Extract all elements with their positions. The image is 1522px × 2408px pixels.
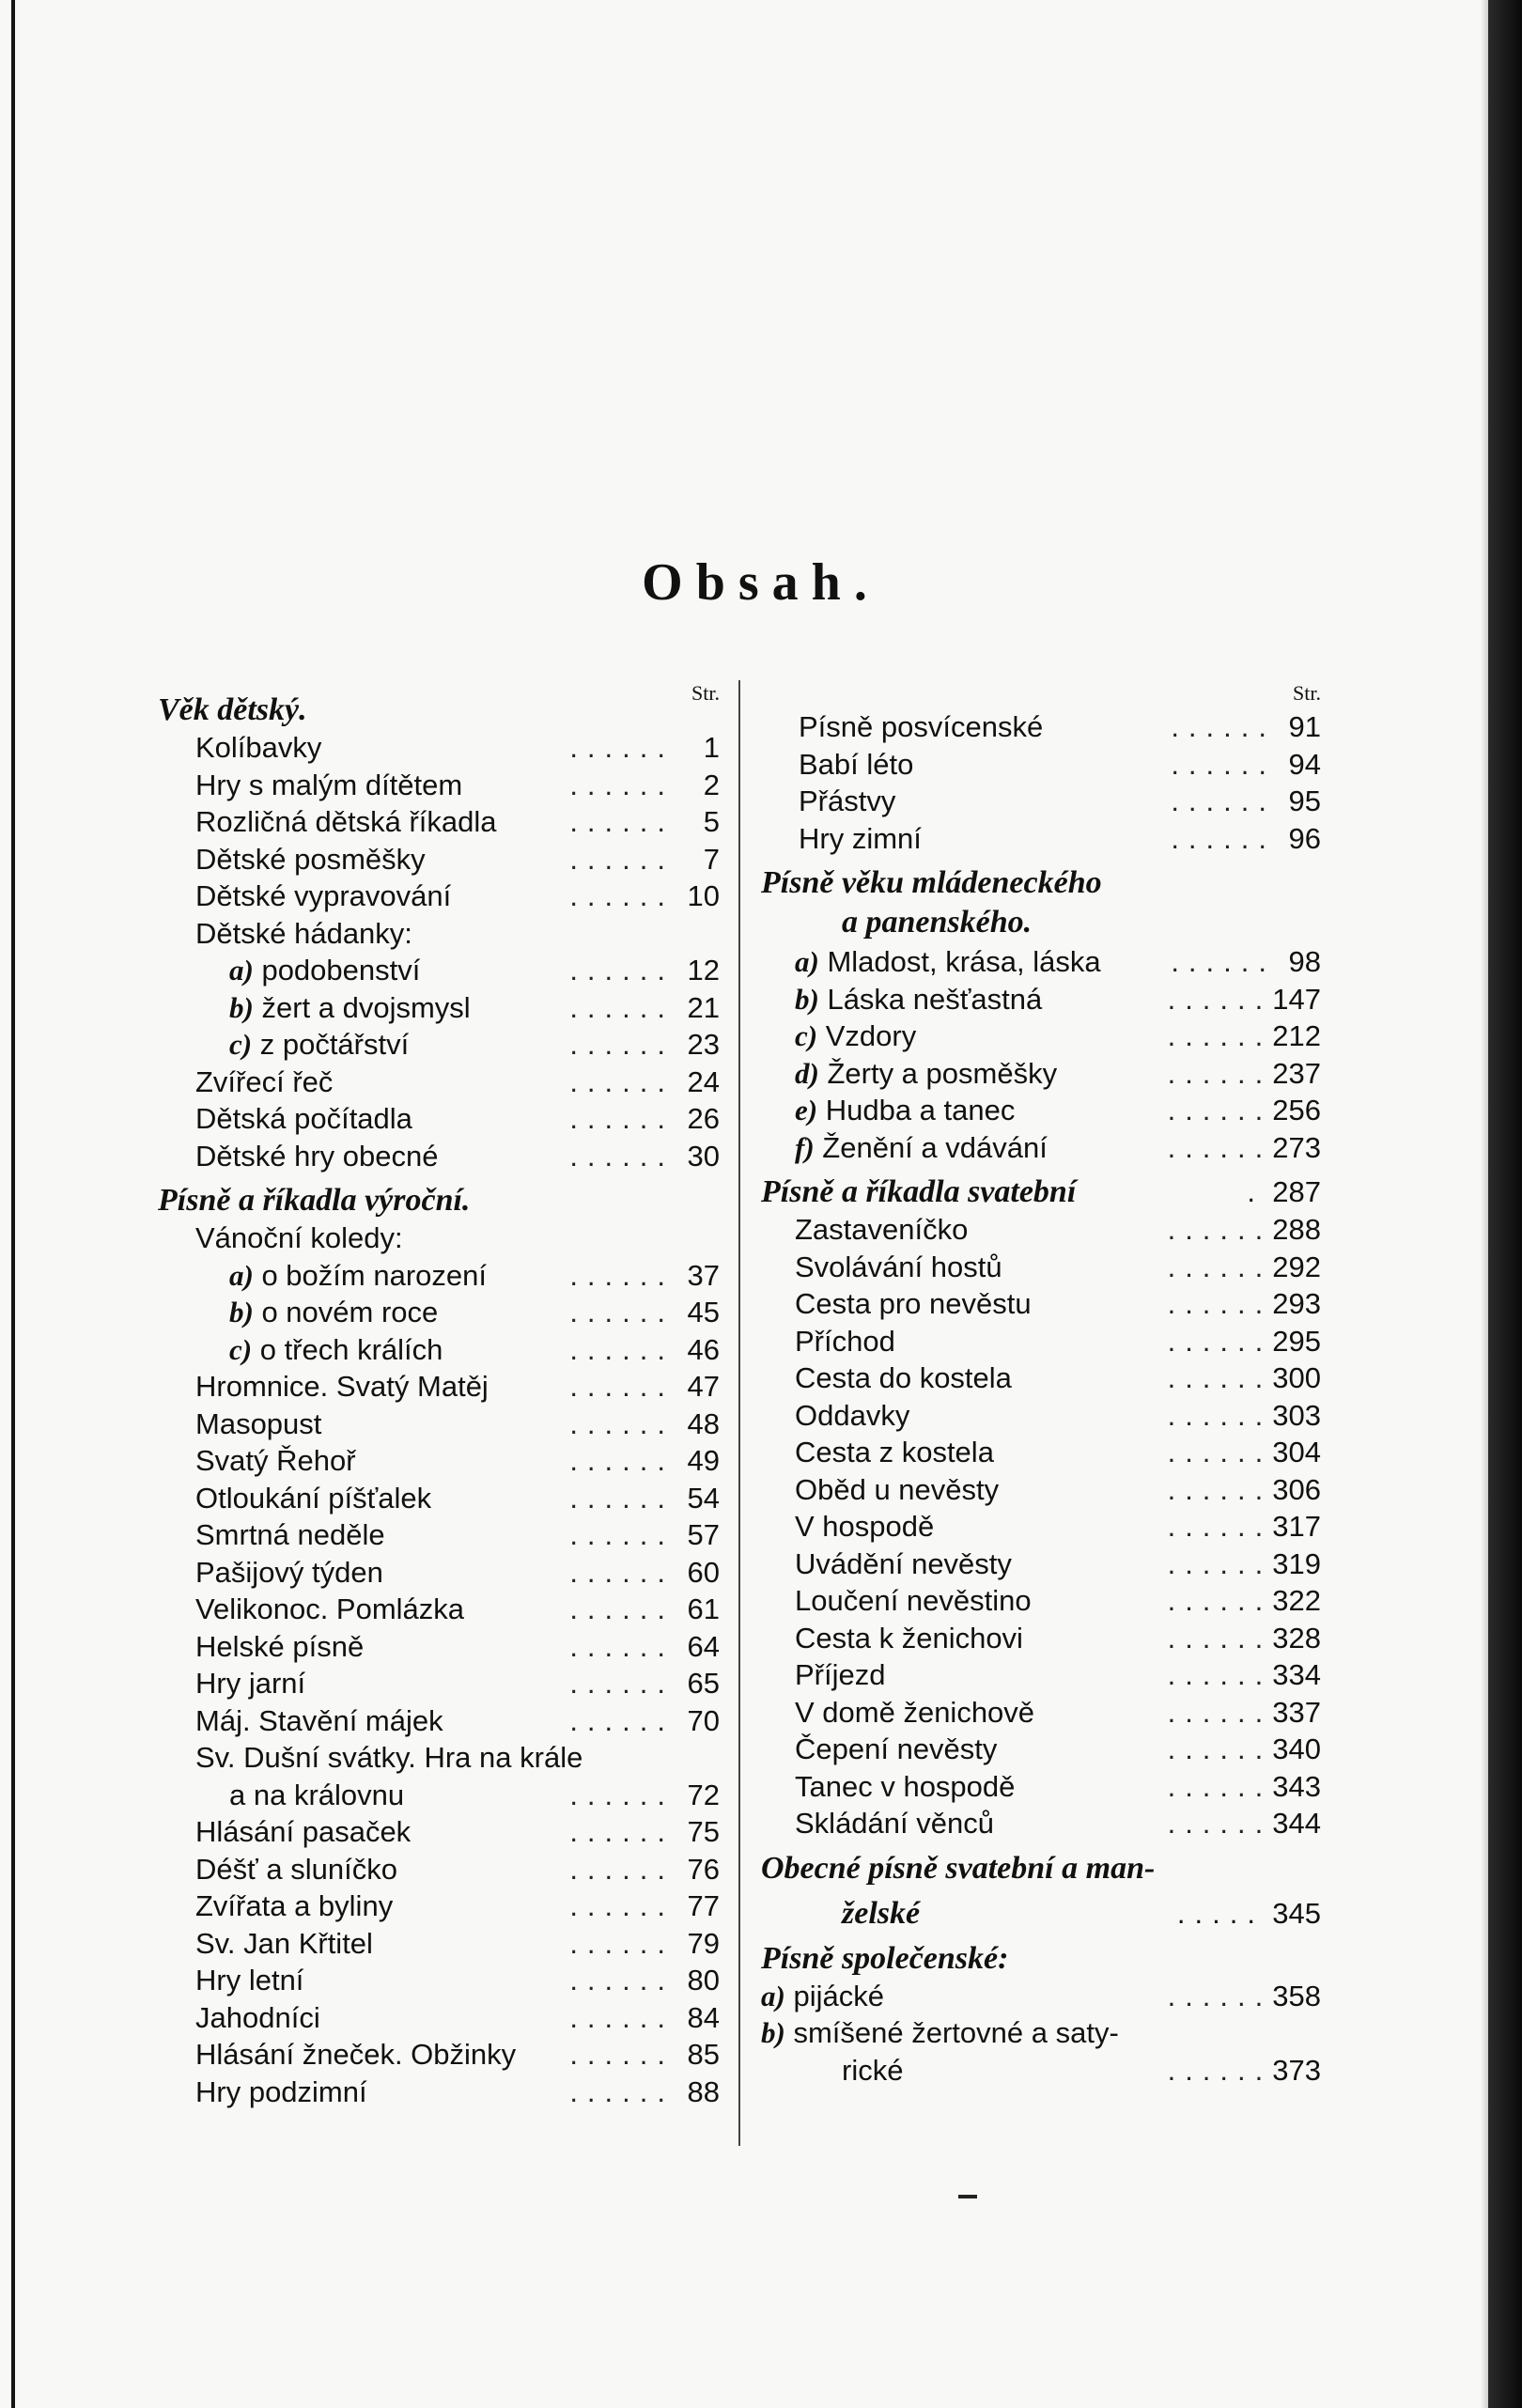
- toc-entry: Hry letní ...... 80: [195, 1964, 720, 1996]
- toc-entry: Svatý Řehoř ...... 49: [195, 1444, 720, 1477]
- toc-entry: c) o třech králích ...... 46: [229, 1332, 720, 1366]
- section-heading: Obecné písně svatební a man-: [761, 1850, 1156, 1886]
- page-left-edge: [11, 0, 15, 2408]
- toc-entry: Kolíbavky ...... 1: [195, 731, 720, 764]
- toc-entry: rické ...... 373: [842, 2053, 1321, 2087]
- toc-entry: Cesta z kostela ...... 304: [795, 1436, 1321, 1468]
- toc-entry: Hromnice. Svatý Matěj ...... 47: [195, 1370, 720, 1403]
- toc-entry: Masopust ...... 48: [195, 1406, 720, 1440]
- section-heading-continued: želské ..... 345: [842, 1895, 1321, 1931]
- toc-entry: Helské písně ...... 64: [195, 1629, 720, 1663]
- toc-entry: Dětské posměšky ...... 7: [195, 842, 720, 876]
- toc-entry: f) Ženění a vdávání ...... 273: [795, 1130, 1321, 1164]
- toc-entry: Písně posvícenské ...... 91: [799, 710, 1321, 743]
- toc-entry: Dětská počítadla ...... 26: [195, 1102, 720, 1135]
- toc-entry: V hospodě ...... 317: [795, 1510, 1321, 1543]
- toc-entry: Dětské hry obecné ...... 30: [195, 1139, 720, 1173]
- printer-mark: [958, 2195, 977, 2198]
- toc-entry: a) Mladost, krása, láska ...... 98: [795, 945, 1321, 978]
- toc-entry: Tanec v hospodě ...... 343: [795, 1769, 1321, 1803]
- str-label-left: Str.: [691, 681, 720, 705]
- toc-entry: Svolávání hostů ...... 292: [795, 1250, 1321, 1283]
- toc-entry: b) o novém roce ...... 45: [229, 1296, 720, 1328]
- toc-entry: Pašijový týden ...... 60: [195, 1555, 720, 1589]
- toc-right-column: [757, 678, 1321, 2089]
- toc-entry: b) smíšené žertovné a saty-: [761, 2016, 1119, 2049]
- toc-entry: Cesta do kostela ...... 300: [795, 1361, 1321, 1394]
- toc-entry: Smrtná neděle ...... 57: [195, 1518, 720, 1551]
- section-heading: Písně věku mládeneckého: [761, 865, 1102, 900]
- toc-entry: Cesta pro nevěstu ...... 293: [795, 1287, 1321, 1320]
- toc-entry: Velikonoc. Pomlázka ...... 61: [195, 1592, 720, 1625]
- toc-entry: Uvádění nevěsty ...... 319: [795, 1546, 1321, 1580]
- toc-entry: Rozličná dětská říkadla ...... 5: [195, 805, 720, 838]
- toc-entry-wrapped-line: Sv. Dušní svátky. Hra na krále: [195, 1741, 583, 1774]
- toc-entry: Babí léto ...... 94: [799, 747, 1321, 781]
- toc-entry: Máj. Stavění májek ...... 70: [195, 1703, 720, 1737]
- section-heading: Písně a říkadla výroční.: [158, 1183, 471, 1218]
- toc-entry: Sv. Jan Křtitel ...... 79: [195, 1926, 720, 1960]
- toc-entry: a na královnu ...... 72: [229, 1778, 720, 1811]
- toc-entry: Přástvy ...... 95: [799, 785, 1321, 817]
- toc-entry: Zvířecí řeč ...... 24: [195, 1064, 720, 1098]
- page-right-shadow: [1481, 0, 1488, 2408]
- toc-entry: Zastaveníčko ...... 288: [795, 1213, 1321, 1246]
- toc-entry: Vánoční koledy:: [195, 1221, 403, 1254]
- toc-entry: c) Vzdory ...... 212: [795, 1019, 1321, 1052]
- section-heading: Písně společenské:: [761, 1940, 1009, 1976]
- toc-entry: Hlásání pasaček ...... 75: [195, 1815, 720, 1848]
- toc-entry: Hry jarní ...... 65: [195, 1667, 720, 1700]
- toc-entry: Čepení nevěsty ...... 340: [795, 1732, 1321, 1765]
- toc-entry: Hry podzimní ...... 88: [195, 2074, 720, 2108]
- toc-entry: Dětské vypravování ...... 10: [195, 879, 720, 912]
- toc-entry: a) pijácké ...... 358: [761, 1979, 1321, 2012]
- toc-entry: Příchod ...... 295: [795, 1324, 1321, 1358]
- toc-entry: Loučení nevěstino ...... 322: [795, 1584, 1321, 1617]
- toc-entry: c) z počtářství ...... 23: [229, 1028, 720, 1061]
- toc-entry: Dětské hádanky:: [195, 916, 412, 950]
- toc-left-column: [158, 678, 720, 2110]
- toc-entry: Otloukání píšťalek ...... 54: [195, 1481, 720, 1515]
- toc-entry: Oddavky ...... 303: [795, 1398, 1321, 1432]
- toc-entry: Déšť a sluníčko ...... 76: [195, 1852, 720, 1886]
- section-heading: Věk dětský.: [158, 692, 307, 727]
- toc-entry: d) Žerty a posměšky ...... 237: [795, 1056, 1321, 1090]
- section-heading: Písně a říkadla svatební . 287: [761, 1174, 1321, 1209]
- toc-entry: Hlásání žneček. Obžinky ...... 85: [195, 2038, 720, 2071]
- toc-entry: Oběd u nevěsty ...... 306: [795, 1472, 1321, 1506]
- toc-entry: V domě ženichově ...... 337: [795, 1695, 1321, 1729]
- section-heading-continued: a panenského.: [842, 905, 1033, 940]
- page-right-edge: [1488, 0, 1522, 2408]
- toc-entry: Příjezd ...... 334: [795, 1658, 1321, 1691]
- toc-entry: Hry s malým dítětem ...... 2: [195, 768, 720, 801]
- toc-entry: a) podobenství ...... 12: [229, 954, 720, 987]
- toc-entry: Zvířata a byliny ...... 77: [195, 1889, 720, 1922]
- toc-entry: Cesta k ženichovi ...... 328: [795, 1621, 1321, 1655]
- toc-entry: b) Láska nešťastná ...... 147: [795, 982, 1321, 1016]
- toc-entry: a) o božím narození ...... 37: [229, 1258, 720, 1292]
- toc-entry: Hry zimní ...... 96: [799, 821, 1321, 855]
- page-title: Obsah.: [642, 553, 880, 612]
- toc-entry: e) Hudba a tanec ...... 256: [795, 1094, 1321, 1126]
- column-divider: [738, 680, 740, 2146]
- toc-entry: Jahodníci ...... 84: [195, 2000, 720, 2034]
- toc-entry: Skládání věnců ...... 344: [795, 1807, 1321, 1840]
- toc-entry: b) žert a dvojsmysl ...... 21: [229, 990, 720, 1024]
- str-label-right: Str.: [1293, 681, 1321, 705]
